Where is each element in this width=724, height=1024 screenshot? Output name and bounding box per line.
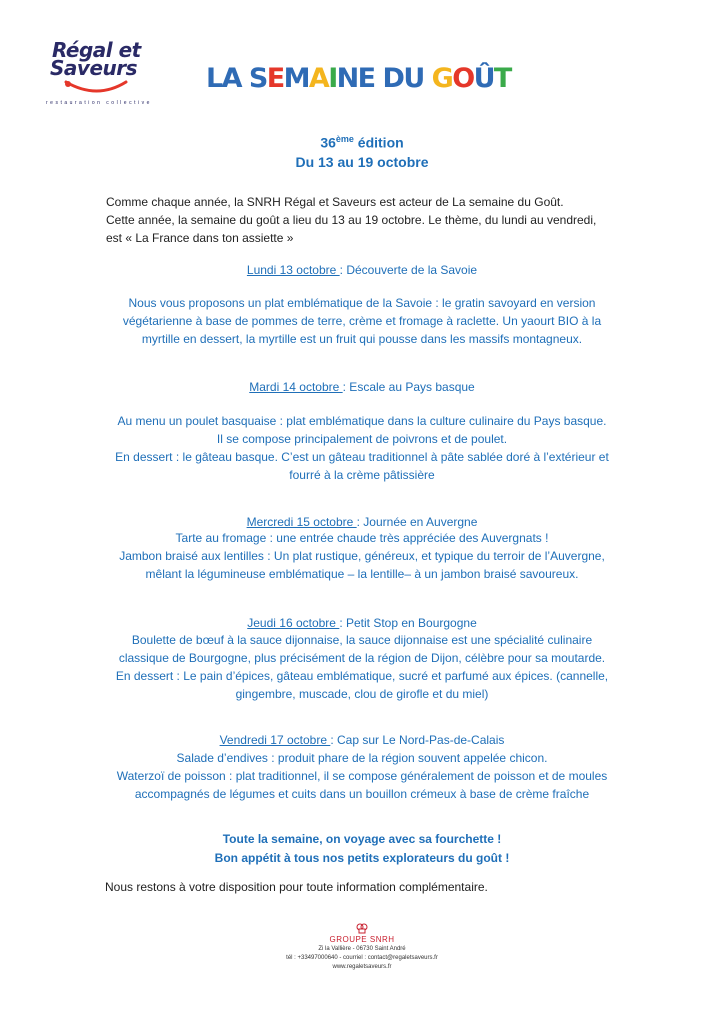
- intro-line: Cette année, la semaine du goût a lieu du 13 au 19 octobre. Le thème, du lundi au vendredi,: [106, 213, 597, 227]
- edition-dates: Du 13 au 19 octobre: [295, 154, 429, 170]
- footer-contact[interactable]: tél : +33497000640 - courriel : contact@regaletsaveurs.fr: [286, 955, 438, 961]
- footer-address: Zi la Vallière - 06730 Saint André: [318, 946, 406, 952]
- day-title-vendredi: Vendredi 17 octobre : Cap sur Le Nord-Pas-de-Calais: [219, 733, 505, 747]
- intro-line: Comme chaque année, la SNRH Régal et Saveurs est acteur de La semaine du Goût.: [106, 195, 564, 209]
- day-body-jeudi: Boulette de bœuf à la sauce dijonnaise, la sauce dijonnaise est une spécialité culinaire classique de Bourgogne, plus précisément de la région de Dijon, célèbre pour sa moutarde. En dessert : Le pain d’épices, gâteau emblématique, sucré et parfumé aux épices. (cannelle, gingembre, muscade, clou de girofle et du miel): [115, 633, 609, 701]
- intro-line: est « La France dans ton assiette »: [106, 231, 294, 245]
- banner-letter: A: [308, 63, 329, 94]
- footer-brand: GROUPE SNRH: [329, 935, 395, 944]
- closing-message: Toute la semaine, on voyage avec sa fourchette ! Bon appétit à tous nos petits explorateurs du goût !: [214, 832, 510, 865]
- banner-letter: G: [431, 63, 453, 94]
- chef-hat-icon: [356, 922, 368, 934]
- banner-letter: T: [493, 63, 511, 94]
- logo-line-2: Saveurs: [50, 56, 138, 80]
- banner-letter: Û: [473, 63, 494, 94]
- day-body-mardi: Au menu un poulet basquaise : plat emblématique dans la culture culinaire du Pays basque. Il se compose principalement de poivrons et de poulet. En dessert : le gâteau basque. C’est un gâteau traditionnel à pâte sablée doré à l’extérieur et fourré à la crème pâtissière: [115, 414, 609, 482]
- banner-letter: I: [328, 63, 337, 94]
- banner-letter: S: [248, 63, 267, 94]
- day-title-mardi: Mardi 14 octobre : Escale au Pays basque: [249, 380, 475, 394]
- banner-letter: E: [266, 63, 284, 94]
- day-body-vendredi: Salade d’endives : produit phare de la région souvent appelée chicon. Waterzoï de poisson : plat traditionnel, il se compose généralement de poisson et de moules accompagnés de légumes et cuits dans un bouillon crémeux à base de crème fraîche: [116, 751, 608, 801]
- semaine-du-gout-title: [206, 62, 546, 96]
- banner-letter: L: [206, 63, 222, 94]
- day-body-mercredi: Tarte au fromage : une entrée chaude très appréciée des Auvergnats ! Jambon braisé aux lentilles : Un plat rustique, généreux, et typique du terroir de l’Auvergne, mêlant la légumineuse emblématique – la lentille– à un jambon braisé savoureux.: [119, 531, 605, 581]
- footer-website-link[interactable]: www.regaletsaveurs.fr: [332, 964, 392, 970]
- banner-letter: O: [452, 63, 474, 94]
- day-body-lundi: Nous vous proposons un plat emblématique de la Savoie : le gratin savoyard en version végétarienne à base de pommes de terre, crème et fromage à raclette. Un yaourt BIO à la myrtille en dessert, la myrtille est un fruit qui pousse dans les massifs montagneux.: [122, 296, 602, 346]
- logo-line-1: Régal et: [52, 38, 141, 62]
- footer: [250, 922, 474, 972]
- banner-letter: A: [221, 63, 241, 94]
- regal-et-saveurs-logo: [46, 38, 152, 112]
- edition-number: 36ème édition: [320, 134, 404, 151]
- banner-letter: E: [357, 63, 375, 94]
- smile-icon: [62, 78, 132, 98]
- day-title-mercredi: Mercredi 15 octobre : Journée en Auvergne: [246, 515, 478, 529]
- intro-paragraph: [106, 193, 724, 247]
- banner-letter: N: [336, 63, 358, 94]
- logo-subtitle: restauration collective: [46, 100, 152, 106]
- banner-letter: D: [382, 63, 404, 94]
- banner-letter: M: [283, 63, 309, 94]
- final-note: Nous restons à votre disposition pour toute information complémentaire.: [105, 880, 488, 894]
- banner-letter: U: [403, 63, 424, 94]
- day-title-jeudi: Jeudi 16 octobre : Petit Stop en Bourgogne: [247, 616, 477, 630]
- day-title-lundi: Lundi 13 octobre : Découverte de la Savoie: [246, 263, 478, 277]
